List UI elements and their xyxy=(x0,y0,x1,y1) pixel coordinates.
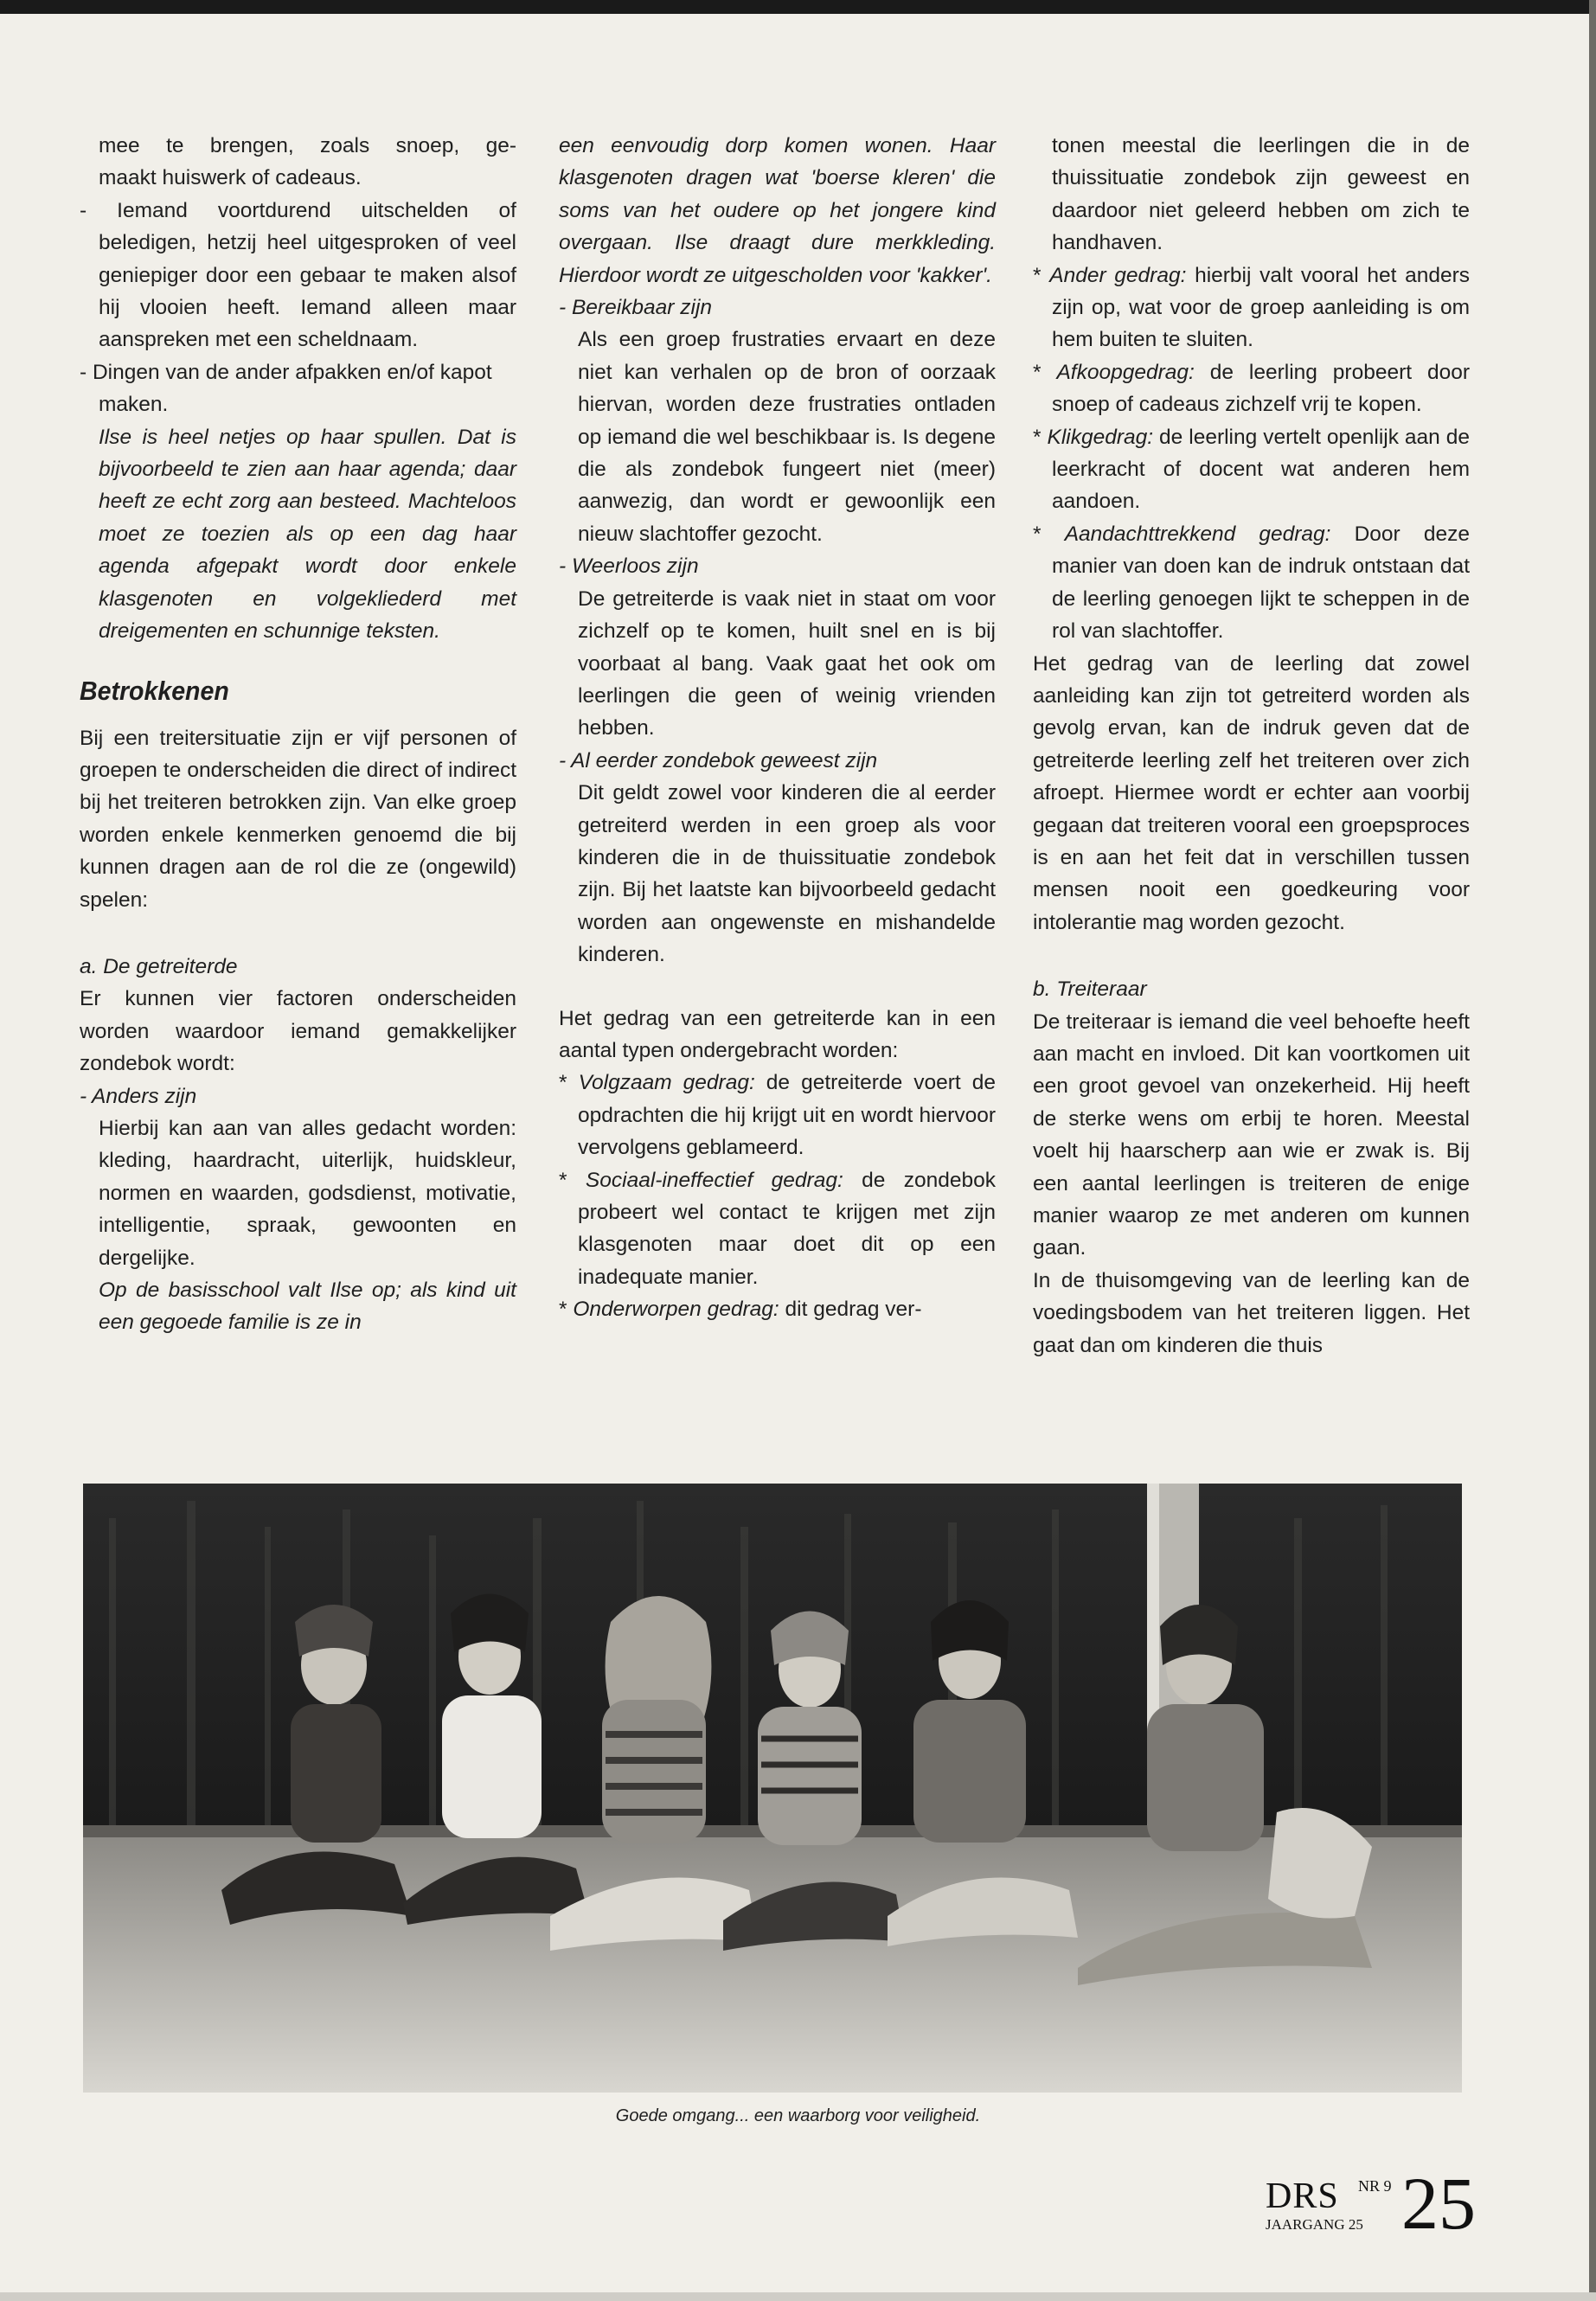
bullet-ander-gedrag xyxy=(1033,260,1470,356)
example-ilse-dorp: een eenvoudig dorp komen wonen. Haar klasgenoten dragen wat 'boerse kleren' die soms van het oudere op het jongere kind overgaan. Ilse draagt dure merkkleding. Hierdoor wordt ze uitgescholden voor 'kakker'. xyxy=(559,134,996,287)
photo-caption: Goede omgang... een waarborg voor veiligheid. xyxy=(615,2106,981,2125)
list-item-beledigen: - Iemand voortdurend uitschelden of beledigen, hetzij heel uitgesproken of veel geniepiger door een gebaar te maken alsof hij vlooien heeft. Iemand alleen maar aanspreken met een scheldnaam. xyxy=(80,198,516,352)
gedrag-intro: Het gedrag van een getreiterde kan in een aantal typen ondergebracht worden: xyxy=(559,1006,996,1062)
page-edge-right xyxy=(1589,0,1596,2301)
list-label-anders-zijn: - Anders zijn xyxy=(80,1084,197,1108)
bullet-aandachttrekkend xyxy=(1033,518,1470,648)
group-photo xyxy=(83,1484,1462,2093)
bullet-mark: * xyxy=(559,1071,567,1095)
bullet-afkoopgedrag xyxy=(1033,356,1470,421)
list-label-eerder-zondebok: - Al eerder zondebok geweest zijn xyxy=(559,748,878,772)
bullet-mark: * xyxy=(1033,425,1042,449)
list-label-bereikbaar: - Bereikbaar zijn xyxy=(559,296,713,320)
bullet-text: Door deze manier van doen kan de indruk ontstaan dat de leerling genoegen lijkt te scheppen in de rol van slachtoffer. xyxy=(1052,522,1470,644)
bullet-label: Klikgedrag: xyxy=(1047,425,1154,449)
bullet-mark: * xyxy=(1033,522,1042,546)
bullet-text: dit gedrag ver- xyxy=(779,1298,922,1322)
bullet-mark: * xyxy=(1033,263,1042,287)
bullet-mark: * xyxy=(559,1298,567,1322)
bullet-mark: * xyxy=(1033,360,1042,384)
treiteraar-paragraph: De treiteraar is iemand die veel behoefte heeft aan macht en invloed. Dit kan voortkomen uit een groot gevoel van onzekerheid. Hij heeft de sterke wens om erbij te horen. Meestal voelt hij haarscherp aan wie er zwak is. Bij een aantal leerlingen is treiteren de enige manier waarop ze met anderen om kunnen gaan. xyxy=(1033,1009,1470,1260)
article-column-2 xyxy=(559,130,996,1326)
issue-number: NR 9 xyxy=(1358,2177,1392,2195)
text-line: mee te brengen, zoals snoep, ge- xyxy=(99,134,516,157)
gedrag-paragraph: Het gedrag van de leerling dat zowel aanleiding kan zijn tot getreiterd worden als gevolg ervan, kan de indruk geven dat de getreiterde leerling zelf het treiteren over zich afroept. Hiermee wordt er echter aan voorbij gegaan dat treiteren vooral een groepsproces is en aan het feit dat in verschillen tussen mensen nooit een goedkeuring voor intolerantie mag worden gezocht. xyxy=(1033,651,1470,934)
list-text-weerloos: De getreiterde is vaak niet in staat om voor zichzelf op te komen, huilt snel en is bij voorbaat al bang. Vaak gaat het ook om leerlingen die geen of weinig vrienden hebben. xyxy=(578,586,996,740)
bullet-text: de leerling vertelt openlijk aan de leerkracht of docent wat anderen hem aandoen. xyxy=(1052,425,1471,514)
subheading-treiteraar: b. Treiteraar xyxy=(1033,977,1147,1002)
bullet-label: Volgzaam gedrag: xyxy=(578,1071,755,1095)
page-edge-top xyxy=(0,0,1596,14)
list-text-anders-zijn: Hierbij kan aan van alles gedacht worden: kleding, haardracht, uiterlijk, huidskleur, normen en waarden, godsdienst, motivatie, intelligentie, spraak, gewoonten en dergelijke. xyxy=(99,1116,516,1270)
text-line: maakt huiswerk of cadeaus. xyxy=(99,166,362,190)
volume-label: JAARGANG 25 xyxy=(1266,2216,1363,2233)
bullet-label: Sociaal-ineffectief gedrag: xyxy=(585,1168,843,1192)
bullet-label: Afkoopgedrag: xyxy=(1056,360,1195,384)
example-ilse-basisschool: Op de basisschool valt Ilse op; als kind uit een gegoede familie is ze in xyxy=(99,1279,516,1335)
bullet-label: Aandachttrekkend gedrag: xyxy=(1064,522,1331,546)
factoren-paragraph: Er kunnen vier factoren onderscheiden worden waardoor iemand gemakkelijker zondebok wordt: xyxy=(80,987,516,1076)
bullet-klikgedrag xyxy=(1033,421,1470,518)
section-heading: Betrokkenen xyxy=(80,675,229,706)
bullet-text: de leerling probeert door snoep of cadeaus zichzelf vrij te kopen. xyxy=(1052,360,1471,417)
tonen-text: tonen meestal die leerlingen die in de thuissituatie zondebok zijn geweest en daardoor niet geleerd hebben om zich te handhaven. xyxy=(1052,134,1470,255)
bullet-mark: * xyxy=(559,1168,567,1192)
list-label-weerloos: - Weerloos zijn xyxy=(559,554,699,579)
example-ilse-agenda: Ilse is heel netjes op haar spullen. Dat is bijvoorbeeld te zien aan haar agenda; daar heeft ze echt zorg aan besteed. Machteloos moet ze toezien als op een dag haar agenda afgepakt wordt door enkele klasgenoten en volgekliederd met dreigementen en schunnige teksten. xyxy=(99,425,516,644)
bullet-sociaal-ineffectief xyxy=(559,1164,996,1294)
list-text-eerder-zondebok: Dit geldt zowel voor kinderen die al eerder getreiterd werden in een groep als voor kinderen die in de thuissituatie zondebok zijn. Bij het laatste kan bijvoorbeeld gedacht worden aan ongewenste en mishandelde kinderen. xyxy=(578,781,996,967)
bullet-volgzaam xyxy=(559,1067,996,1163)
magazine-brand: DRS xyxy=(1266,2176,1339,2216)
intro-paragraph: Bij een treitersituatie zijn er vijf personen of groepen te onderscheiden die direct of indirect bij het treiteren betrokken zijn. Van elke groep worden enkele kenmerken genoemd die bij kunnen dragen aan de rol die ze (ongewild) spelen: xyxy=(80,726,516,912)
bullet-text: de zondebok probeert wel contact te krijgen met zijn klasgenoten maar doet dit op een inadequate manier. xyxy=(578,1168,997,1289)
page-number: 25 xyxy=(1401,2162,1476,2245)
page-edge-bottom xyxy=(0,2292,1596,2301)
article-column-3 xyxy=(1033,130,1470,1362)
list-text-bereikbaar: Als een groep frustraties ervaart en deze niet kan verhalen op de bron of oorzaak hiervan, worden deze frustraties ontladen op iemand die wel beschikbaar is. Is degene die als zondebok fungeert niet (meer) aanwezig, dan wordt er gewoonlijk een nieuw slachtoffer gezocht. xyxy=(578,328,996,546)
thuisomgeving-paragraph: In de thuisomgeving van de leerling kan de voedingsbodem van het treiteren liggen. Het gaat dan om kinderen die thuis xyxy=(1033,1268,1470,1357)
bullet-label: Ander gedrag: xyxy=(1049,263,1187,287)
bullet-text: de getreiterde voert de opdrachten die hij krijgt uit en wordt hiervoor vervolgens geblameerd. xyxy=(578,1071,996,1160)
list-item-afpakken: - Dingen van de ander afpakken en/of kapot maken. xyxy=(80,360,492,417)
article-column-1 xyxy=(80,130,516,1339)
bullet-text: hierbij valt vooral het anders zijn op, wat voor de groep aanleiding is om hem buiten te sluiten. xyxy=(1052,263,1470,352)
subheading-getreiterde: a. De getreiterde xyxy=(80,954,238,978)
bullet-onderworpen xyxy=(559,1293,996,1325)
bullet-label: Onderworpen gedrag: xyxy=(573,1298,779,1322)
